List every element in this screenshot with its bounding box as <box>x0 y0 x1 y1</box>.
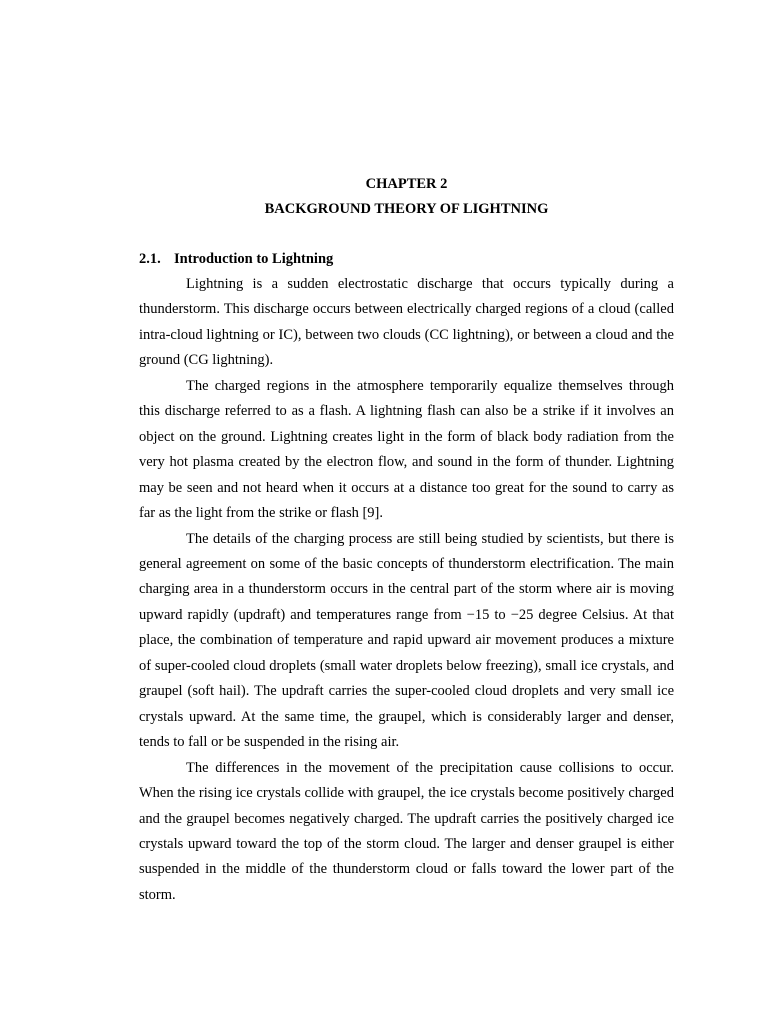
section-number: 2.1. <box>139 251 161 267</box>
paragraph: The details of the charging process are still being studied by scientists, but there is general agreement on some of the basic concepts of thunderstorm electrification. The main charging area in a thunderstorm occurs in the central part of the storm where air is moving upward rapidly (updraft) and temperatures range from −15 to −25 degree Celsius. At that place, the combination of temperature and rapid upward air movement produces a mixture of super-cooled cloud droplets (small water droplets below freezing), small ice crystals, and graupel (soft hail). The updraft carries the super-cooled cloud droplets and very small ice crystals upward. At the same time, the graupel, which is considerably larger and denser, tends to fall or be suspended in the rising air. <box>139 530 674 751</box>
section-heading <box>139 247 674 272</box>
paragraph: Lightning is a sudden electrostatic discharge that occurs typically during a thunderstorm. This discharge occurs between electrically charged regions of a cloud (called intra-cloud lightning or IC), between two clouds (CC lightning), or between a cloud and the ground (CG lightning). <box>139 276 674 369</box>
chapter-title: BACKGROUND THEORY OF LIGHTNING <box>264 201 549 217</box>
section-title: Introduction to Lightning <box>174 251 334 267</box>
chapter-label: CHAPTER 2 <box>365 176 448 192</box>
document-page <box>139 172 674 908</box>
paragraph: The charged regions in the atmosphere temporarily equalize themselves through this discharge referred to as a flash. A lightning flash can also be a strike if it involves an object on the ground. Lightning creates light in the form of black body radiation from the very hot plasma created by the electron flow, and sound in the form of thunder. Lightning may be seen and not heard when it occurs at a distance too great for the sound to carry as far as the light from the strike or flash [9]. <box>139 377 674 522</box>
paragraph: The differences in the movement of the precipitation cause collisions to occur. When the rising ice crystals collide with graupel, the ice crystals become positively charged and the graupel becomes negatively charged. The updraft carries the positively charged ice crystals upward toward the top of the storm cloud. The larger and denser graupel is either suspended in the middle of the thunderstorm cloud or falls toward the lower part of the storm. <box>139 759 674 903</box>
